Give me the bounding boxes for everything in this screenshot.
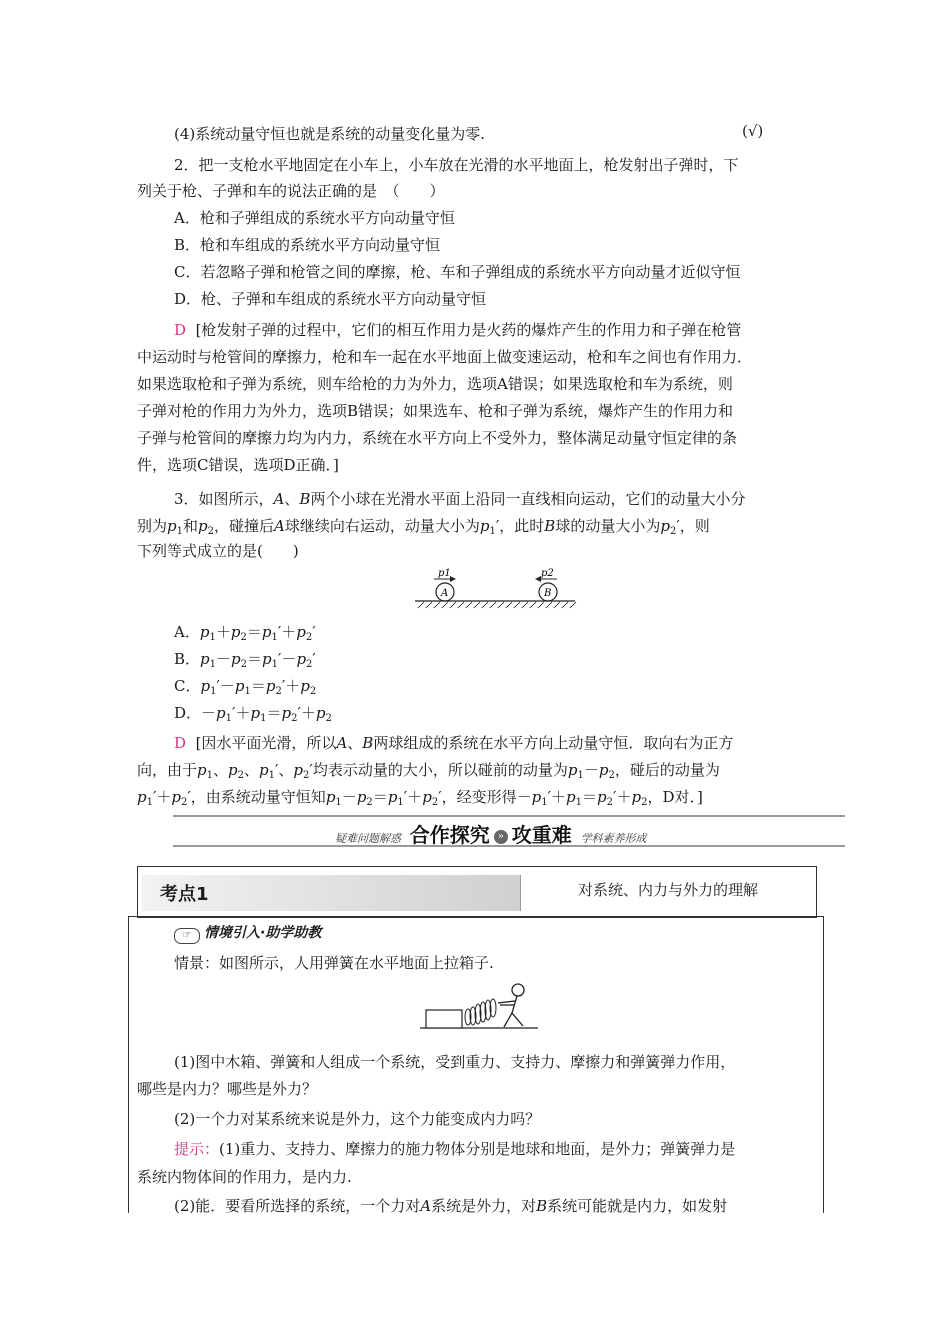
pointing-hand-icon: ☞ <box>174 928 200 944</box>
scenario-intro: 情景：如图所示，人用弹簧在水平地面上拉箱子. <box>174 954 494 972</box>
q2-option-b: B．枪和车组成的系统水平方向动量守恒 <box>174 236 441 254</box>
q2-stem-line2: 列关于枪、子弹和车的说法正确的是 （ ） <box>137 182 445 200</box>
banner-arrow-icon: » <box>494 830 508 844</box>
question2: (2)一个力对某系统来说是外力，这个力能变成内力吗？ <box>174 1110 541 1128</box>
hint-line2: 系统内物体间的作用力，是内力. <box>137 1168 352 1186</box>
q2-exp1-text: [枪发射子弹的过程中，它们的相互作用力是火药的爆炸产生的作用力和子弹在枪管 <box>195 321 742 339</box>
q1-item4: (4)系统动量守恒也就是系统的动量变化量为零. <box>174 125 486 143</box>
person-figure <box>498 984 524 1027</box>
q2-explanation-line4: 子弹对枪的作用力为外力，选项B错误；如果选车、枪和子弹为系统，爆炸产生的作用力和 <box>137 402 734 420</box>
wooden-box <box>426 1010 462 1028</box>
q3-explanation-line3: $p_1'+p_2'$，由系统动量守恒知$p_1-p_2=p_1'+p_2'$，经变形得$-p_1'+p_1=p_2'+p_2$，D对．] <box>137 788 703 808</box>
spring-coil <box>465 999 496 1025</box>
fig-label-b: B <box>544 588 552 599</box>
q2-option-d: D．枪、子弹和车组成的系统水平方向动量守恒 <box>174 290 487 308</box>
spring-box-figure <box>420 975 540 1041</box>
check-mark: (√) <box>742 122 764 140</box>
fig-label-p1: p1 <box>438 568 451 579</box>
hint-line3: (2)能．要看所选择的系统，一个力对A系统是外力，对B系统可能就是内力，如发射 <box>174 1197 728 1215</box>
q2-explanation-line3: 如果选取枪和子弹为系统，则车给枪的力为外力，选项A错误；如果选取枪和车为系统，则 <box>137 375 733 393</box>
q2-option-c: C．若忽略子弹和枪管之间的摩擦，枪、车和子弹组成的系统水平方向动量才近似守恒 <box>174 263 741 281</box>
fig-label-a: A <box>441 588 449 599</box>
q3-option-c: C．$p_1'-p_1=p_2'+p_2$ <box>174 677 317 697</box>
q3-option-a: A．$p_1+p_2=p_1'+p_2'$ <box>174 623 316 643</box>
q3-stem-line2: 别为$p_1$和$p_2$，碰撞后A球继续向右运动，动量大小为$p_1'$，此时B球的动量大小为$p_2'$，则 <box>137 517 710 537</box>
q3-explanation-line1: D [因水平面光滑，所以A、B两球组成的系统在水平方向上动量守恒．取向右为正方 <box>174 734 734 752</box>
kaodian-title: 对系统、内力与外力的理解 <box>577 881 758 899</box>
ground-hatch <box>418 602 576 608</box>
question1-line1: (1)图中木箱、弹簧和人组成一个系统，受到重力、支持力、摩擦力和弹簧弹力作用， <box>174 1053 736 1071</box>
q2-explanation-line1 <box>174 318 741 342</box>
kaodian-tab <box>142 875 521 911</box>
q2-explanation-line2: 中运动时与枪管间的摩擦力，枪和车一起在水平地面上做变速运动，枪和车之间也有作用力． <box>137 348 753 366</box>
q2-explanation-line6: 件，选项C错误，选项D正确．] <box>137 456 339 474</box>
q3-option-d: D．$-p_1'+p_1=p_2'+p_2$ <box>174 704 332 724</box>
two-balls-figure <box>410 565 580 615</box>
q2-option-a: A．枪和子弹组成的系统水平方向动量守恒 <box>174 209 455 227</box>
q3-explanation-line2: 向，由于$p_1$、$p_2$、$p_1'$、$p_2'$均表示动量的大小，所以碰前的动量为$p_1-p_2$，碰后的动量为 <box>137 761 720 781</box>
kaodian-label: 考点1 <box>160 884 209 905</box>
q3-option-b: B．$p_1-p_2=p_1'-p_2'$ <box>174 650 316 670</box>
q3-stem-line1: 3．如图所示，A、B两个小球在光滑水平面上沿同一直线相向运动，它们的动量大小分 <box>174 490 746 508</box>
q3-stem-line3: 下列等式成立的是( ) <box>137 542 299 560</box>
section-banner: 疑难问题解惑 合作探究 » 攻重难 学科素养形成 <box>335 823 647 847</box>
banner-top-rule <box>173 815 845 817</box>
question1-line2: 哪些是内力？哪些是外力？ <box>137 1080 318 1098</box>
hint-line1: 提示：(1)重力、支持力、摩擦力的施力物体分别是地球和地面，是外力；弹簧弹力是 <box>174 1140 736 1158</box>
q2-stem-line1: 2．把一支枪水平地固定在小车上，小车放在光滑的水平地面上，枪发射出子弹时，下 <box>174 156 739 174</box>
q2-explanation-line5: 子弹与枪管间的摩擦力均为内力，系统在水平方向上不受外力，整体满足动量守恒定律的条 <box>137 429 738 447</box>
q2-answer: D <box>174 321 187 339</box>
hint-label: 提示： <box>174 1140 220 1158</box>
kaodian-header <box>137 866 817 918</box>
fig-label-p2: p2 <box>541 568 554 579</box>
q3-answer: D <box>174 734 187 752</box>
scenario-heading: ☞ 情境引入·助学助教 <box>174 922 321 944</box>
